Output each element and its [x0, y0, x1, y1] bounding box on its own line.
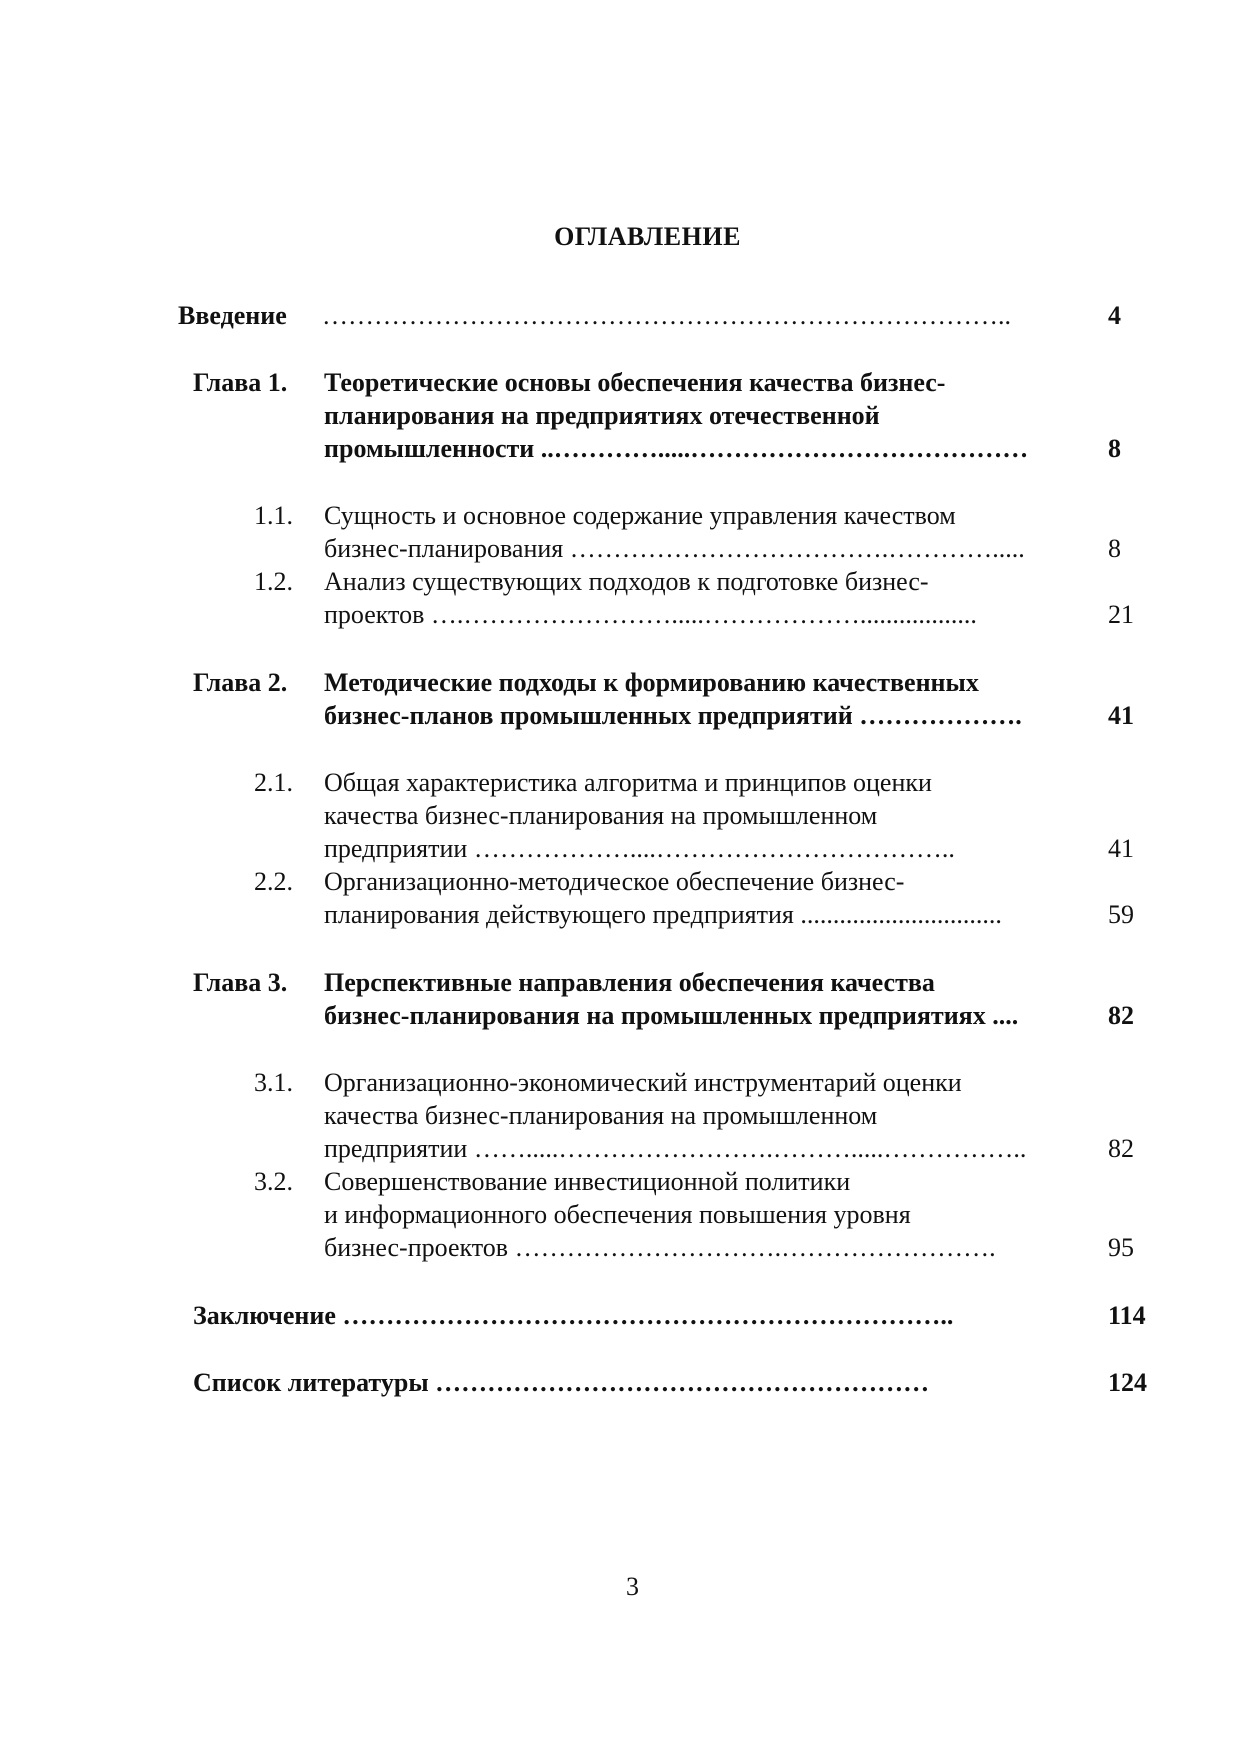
chapter1-label: Глава 1. — [193, 368, 288, 397]
section-1-1-line1: Сущность и основное содержание управления качеством — [324, 501, 956, 530]
intro-page: 4 — [1108, 301, 1121, 330]
chapter2-label: Глава 2. — [193, 668, 288, 697]
section-1-2-line1: Анализ существующих подходов к подготовке бизнес- — [324, 567, 929, 596]
section-2-1-line3: предприятии ………………....…………………………….. — [324, 834, 955, 863]
section-2-1-page: 41 — [1108, 834, 1134, 863]
section-3-1-page: 82 — [1108, 1134, 1134, 1163]
chapter1-page: 8 — [1108, 434, 1121, 463]
section-2-2-line1: Организационно-методическое обеспечение бизнес- — [324, 867, 905, 896]
page-title: ОГЛАВЛЕНИЕ — [554, 222, 741, 251]
chapter3-label: Глава 3. — [193, 968, 288, 997]
section-2-1-num: 2.1. — [254, 768, 293, 797]
section-1-2-line2: проектов ….…………………….....……………….................. — [324, 600, 977, 629]
section-1-1-num: 1.1. — [254, 501, 293, 530]
chapter1-title-line1: Теоретические основы обеспечения качества бизнес- — [324, 368, 946, 397]
intro-dots: …………………………………………………………………….. — [322, 301, 1011, 330]
section-1-2-page: 21 — [1108, 600, 1134, 629]
section-3-2-page: 95 — [1108, 1233, 1134, 1262]
chapter1-title-line3: промышленности ..………….....………………………………… — [324, 434, 1029, 463]
references-page: 124 — [1108, 1368, 1147, 1397]
section-3-2-line1: Совершенствование инвестиционной политики — [324, 1167, 851, 1196]
section-2-1-line2: качества бизнес-планирования на промышленном — [324, 801, 878, 830]
chapter1-title-line2: планирования на предприятиях отечественной — [324, 401, 880, 430]
section-3-2-line2: и информационного обеспечения повышения уровня — [324, 1200, 911, 1229]
section-3-1-line3: предприятии …….....…………………….……….....…………….. — [324, 1134, 1027, 1163]
section-3-2-num: 3.2. — [254, 1167, 293, 1196]
section-1-1-line2: бизнес-планирования ……………………………….…………..... — [324, 534, 1025, 563]
chapter2-page: 41 — [1108, 701, 1134, 730]
section-2-2-line2: планирования действующего предприятия ............................... — [324, 900, 1002, 929]
intro-label: Введение — [178, 301, 287, 330]
section-3-1-num: 3.1. — [254, 1068, 293, 1097]
chapter3-page: 82 — [1108, 1001, 1134, 1030]
section-2-1-line1: Общая характеристика алгоритма и принципов оценки — [324, 768, 932, 797]
chapter3-title-line2: бизнес-планирования на промышленных предприятиях .... — [324, 1001, 1019, 1030]
conclusion-page: 114 — [1108, 1301, 1146, 1330]
section-3-2-line3: бизнес-проектов ………………………….……………………. — [324, 1233, 996, 1262]
references-label: Список литературы ………………………………………………… — [193, 1368, 930, 1397]
section-1-2-num: 1.2. — [254, 567, 293, 596]
section-2-2-num: 2.2. — [254, 867, 293, 896]
page-number-footer: 3 — [626, 1572, 639, 1601]
chapter3-title-line1: Перспективные направления обеспечения качества — [324, 968, 935, 997]
conclusion-label: Заключение …………………………………………………………….. — [193, 1301, 954, 1330]
chapter2-title-line1: Методические подходы к формированию качественных — [324, 668, 979, 697]
chapter2-title-line2: бизнес-планов промышленных предприятий ………………. — [324, 701, 1022, 730]
section-1-1-page: 8 — [1108, 534, 1121, 563]
section-3-1-line2: качества бизнес-планирования на промышленном — [324, 1101, 878, 1130]
section-2-2-page: 59 — [1108, 900, 1134, 929]
section-3-1-line1: Организационно-экономический инструментарий оценки — [324, 1068, 962, 1097]
